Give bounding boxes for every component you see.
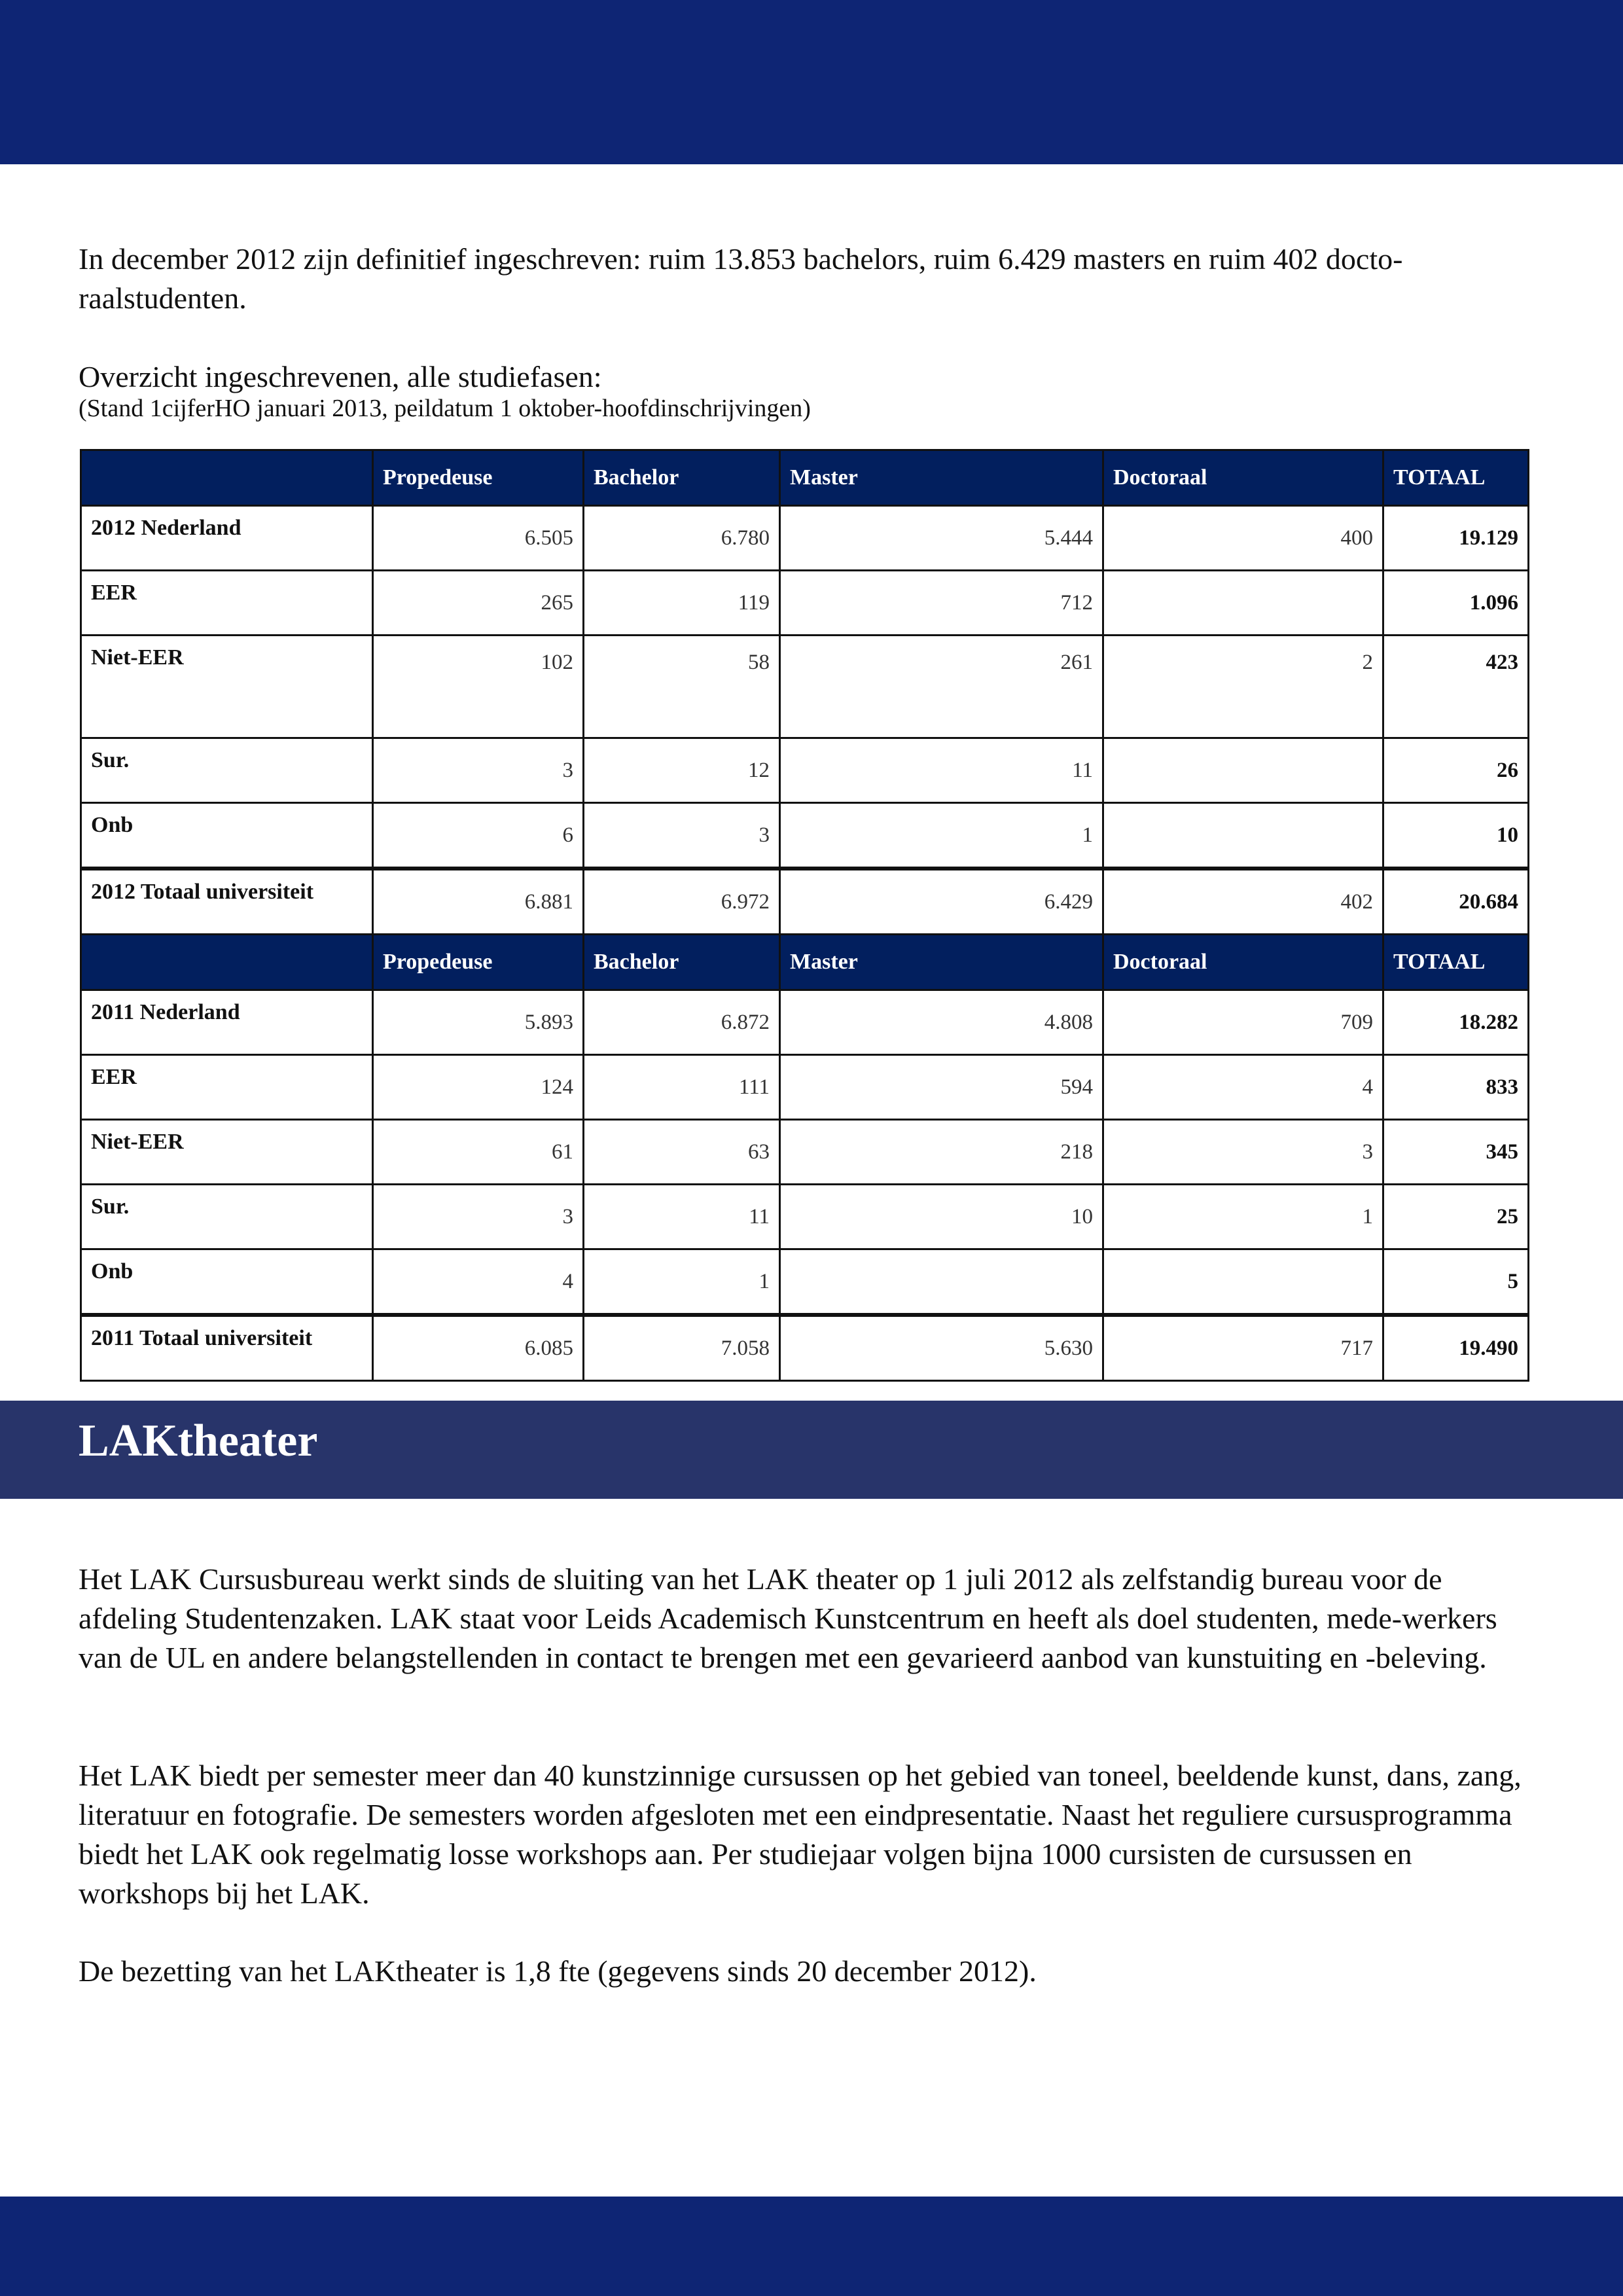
table-row [81,506,1529,571]
row-label: Sur. [81,1185,373,1249]
total-row [81,869,1529,935]
cell-value: 400 [1103,506,1383,571]
total-row [81,1315,1529,1381]
section-paragraph: De bezetting van het LAKtheater is 1,8 fte (gegevens sinds 20 december 2012). [79,1954,1037,1988]
cell-value: 11 [584,1185,780,1249]
row-label: Niet-EER [81,636,373,738]
cell-value: 5.444 [780,506,1103,571]
cell-value: 2 [1103,636,1383,738]
cell-value: 6.505 [373,506,584,571]
cell-value: 10 [780,1185,1103,1249]
column-header: Bachelor [584,450,780,506]
cell-value: 1 [584,1249,780,1316]
column-header [81,450,373,506]
cell-value: 119 [584,571,780,636]
row-label: EER [81,1055,373,1120]
cell-value: 124 [373,1055,584,1120]
column-header: Bachelor [584,935,780,990]
cell-value [1103,571,1383,636]
cell-value: 402 [1103,869,1383,935]
column-header: Doctoraal [1103,450,1383,506]
table-row [81,990,1529,1055]
cell-value: 6.972 [584,869,780,935]
table-row [81,571,1529,636]
row-label: 2011 Totaal universiteit [81,1315,373,1381]
column-header: TOTAAL [1383,935,1529,990]
cell-total: 25 [1383,1185,1529,1249]
cell-value: 6.872 [584,990,780,1055]
column-header [81,935,373,990]
cell-total: 10 [1383,803,1529,869]
overview-subtitle: (Stand 1cijferHO januari 2013, peildatum 1 oktober-hoofdinschrijvingen) [79,395,811,422]
table-row [81,738,1529,803]
cell-value: 4 [1103,1055,1383,1120]
cell-value: 265 [373,571,584,636]
cell-value: 3 [373,738,584,803]
cell-value [780,1249,1103,1316]
cell-total: 423 [1383,636,1529,738]
cell-value [1103,1249,1383,1316]
intro-paragraph: In december 2012 zijn definitief ingeschreven: ruim 13.853 bachelors, ruim 6.429 masters en ruim 402 docto-raalstudenten. [79,242,1403,315]
cell-value: 3 [584,803,780,869]
cell-value: 709 [1103,990,1383,1055]
cell-value [1103,803,1383,869]
cell-value: 717 [1103,1315,1383,1381]
cell-value: 594 [780,1055,1103,1120]
row-label: 2011 Nederland [81,990,373,1055]
cell-value: 6.780 [584,506,780,571]
section-paragraph: Het LAK biedt per semester meer dan 40 kunstzinnige cursussen op het gebied van toneel, beeldende kunst, dans, zang, literatuur en fotografie. De semesters worden afgesloten met een eindpresentatie. Naast het reguliere cursusprogramma biedt het LAK ook regelmatig losse workshops aan. Per studiejaar volgen bijna 1000 cursisten de cursussen en workshops bij het LAK. [79,1759,1522,1910]
table-row [81,1120,1529,1185]
section-title: LAKtheater [79,1416,318,1466]
cell-value: 261 [780,636,1103,738]
cell-value: 1 [780,803,1103,869]
cell-value: 111 [584,1055,780,1120]
cell-value: 3 [373,1185,584,1249]
cell-value [1103,738,1383,803]
cell-total: 20.684 [1383,869,1529,935]
table-header-row [81,450,1529,506]
cell-total: 26 [1383,738,1529,803]
cell-value: 1 [1103,1185,1383,1249]
cell-total: 1.096 [1383,571,1529,636]
cell-value: 4 [373,1249,584,1316]
cell-total: 5 [1383,1249,1529,1316]
footer-band [0,2197,1623,2296]
cell-value: 58 [584,636,780,738]
overview-title: Overzicht ingeschrevenen, alle studiefasen: [79,360,602,393]
cell-value: 3 [1103,1120,1383,1185]
cell-total: 19.129 [1383,506,1529,571]
column-header: Propedeuse [373,935,584,990]
cell-value: 11 [780,738,1103,803]
table-row [81,1055,1529,1120]
header-band [0,0,1623,164]
cell-value: 6.881 [373,869,584,935]
cell-value: 5.630 [780,1315,1103,1381]
column-header: Doctoraal [1103,935,1383,990]
row-label: Onb [81,1249,373,1316]
table-header-row [81,935,1529,990]
cell-value: 712 [780,571,1103,636]
table-row [81,1185,1529,1249]
column-header: Master [780,935,1103,990]
row-label: Niet-EER [81,1120,373,1185]
cell-value: 6.085 [373,1315,584,1381]
table-row [81,803,1529,869]
row-label: Sur. [81,738,373,803]
cell-value: 6.429 [780,869,1103,935]
cell-value: 5.893 [373,990,584,1055]
cell-value: 7.058 [584,1315,780,1381]
table-row [81,1249,1529,1316]
row-label: EER [81,571,373,636]
cell-value: 6 [373,803,584,869]
cell-value: 61 [373,1120,584,1185]
column-header: TOTAAL [1383,450,1529,506]
cell-total: 19.490 [1383,1315,1529,1381]
row-label: Onb [81,803,373,869]
section-paragraph: Het LAK Cursusbureau werkt sinds de sluiting van het LAK theater op 1 juli 2012 als zelfstandig bureau voor de afdeling Studentenzaken. LAK staat voor Leids Academisch Kunstcentrum en heeft als doel studenten, mede-werkers van de UL en andere belangstellenden in contact te brengen met een gevarieerd aanbod van kunstuiting en -beleving. [79,1562,1497,1674]
column-header: Propedeuse [373,450,584,506]
enrollment-table [80,449,1529,1382]
cell-value: 4.808 [780,990,1103,1055]
cell-value: 12 [584,738,780,803]
cell-value: 63 [584,1120,780,1185]
row-label: 2012 Totaal universiteit [81,869,373,935]
cell-value: 218 [780,1120,1103,1185]
column-header: Master [780,450,1103,506]
table-row [81,636,1529,738]
cell-total: 18.282 [1383,990,1529,1055]
cell-total: 833 [1383,1055,1529,1120]
cell-total: 345 [1383,1120,1529,1185]
row-label: 2012 Nederland [81,506,373,571]
cell-value: 102 [373,636,584,738]
